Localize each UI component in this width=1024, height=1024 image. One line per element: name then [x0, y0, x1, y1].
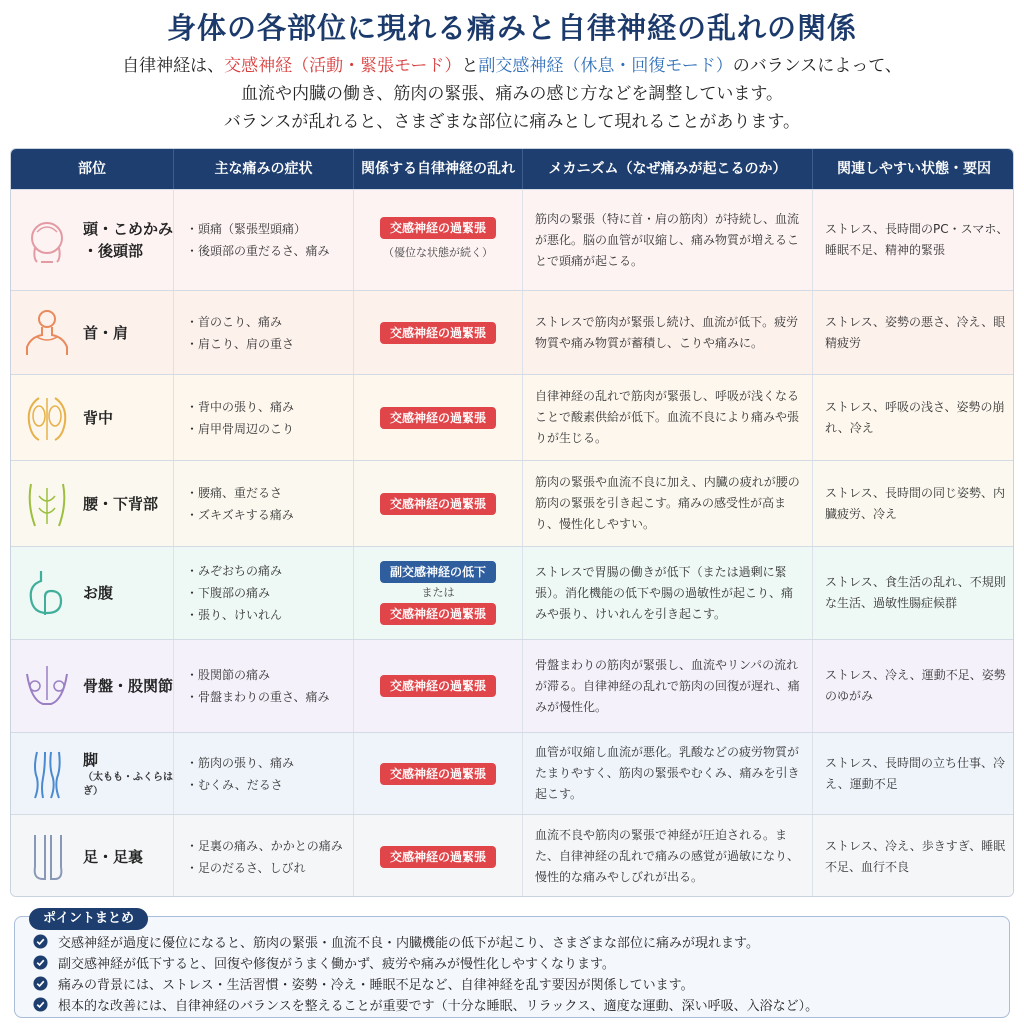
mechanism-text: 筋肉の緊張（特に首・肩の筋肉）が持続し、血流が悪化。脳の血管が収縮し、痛み物質が増えることで頭痛が起こる。 — [535, 211, 800, 268]
check-circle-icon — [33, 976, 48, 991]
part-name: 骨盤・股関節 — [83, 677, 174, 695]
summary-title: ポイントまとめ — [29, 908, 148, 930]
factors-text: ストレス、食生活の乱れ、不規則な生活、過敏性腸症候群 — [825, 575, 1006, 610]
part-cell — [11, 461, 174, 546]
foot-icon — [21, 831, 73, 883]
symptom-item: ・肩甲骨周辺のこり — [186, 421, 295, 436]
table-row — [11, 732, 1014, 814]
mechanism-cell — [523, 375, 813, 460]
header-mechanism: メカニズム（なぜ痛みが起こるのか） — [523, 149, 813, 189]
part-label — [83, 846, 143, 868]
mechanism-text: 血管が収縮し血流が悪化。乳酸などの疲労物質がたまりやすく、筋肉の緊張やむくみ、痛みを引き起こす。 — [535, 745, 800, 801]
nerve-badge: 交感神経の過緊張 — [380, 217, 496, 239]
header-part: 部位 — [11, 149, 174, 189]
factors-text: ストレス、呼吸の浅さ、姿勢の崩れ、冷え — [825, 399, 1005, 435]
nerve-cell — [354, 461, 523, 546]
part-label — [83, 582, 113, 604]
summary-text: 根本的な改善には、自律神経のバランスを整えることが重要です（十分な睡眠、リラックス、適度な運動、深い呼吸、入浴など）。 — [58, 999, 819, 1014]
factors-text: ストレス、冷え、歩きすぎ、睡眠不足、血行不良 — [825, 838, 1006, 874]
part-name: 頭・こめかみ — [83, 220, 174, 238]
factors-cell — [813, 190, 1014, 290]
symptom-cell — [174, 547, 354, 639]
part-name-2: ・後頭部 — [83, 242, 144, 260]
intro-text — [0, 52, 1024, 136]
table-row — [11, 189, 1014, 290]
summary-item — [33, 973, 999, 994]
symptom-item: ・肩こり、肩の重さ — [186, 336, 295, 351]
nerve-badge: 交感神経の過緊張 — [380, 322, 496, 344]
intro-line1-c: のバランスによって、 — [732, 56, 902, 76]
table-row — [11, 639, 1014, 732]
part-subname: （太もも・ふくらはぎ） — [83, 771, 173, 797]
nerve-cell — [354, 815, 523, 897]
factors-text: ストレス、長時間の立ち仕事、冷え、運動不足 — [825, 755, 1006, 791]
symptom-item: ・股関節の痛み — [186, 668, 271, 682]
table-row — [11, 290, 1014, 374]
mechanism-cell — [523, 547, 813, 639]
symptom-item: ・むくみ、だるさ — [186, 777, 283, 792]
summary-box — [14, 911, 1010, 1018]
factors-text: ストレス、長時間の同じ姿勢、内臓疲労、冷え — [825, 485, 1006, 521]
part-cell — [11, 733, 174, 814]
table-row — [11, 546, 1014, 639]
mechanism-text: 自律神経の乱れで筋肉が緊張し、呼吸が浅くなることで酸素供給が低下。血流不良により痛みや張りが生じる。 — [535, 389, 800, 445]
summary-item — [33, 994, 999, 1015]
part-cell — [11, 291, 174, 374]
intro-line1-a: 自律神経は、 — [122, 56, 225, 76]
page-title: 身体の各部位に現れる痛みと自律神経の乱れの関係 — [166, 11, 857, 45]
symptom-item: ・骨盤まわりの重さ、痛み — [186, 690, 330, 704]
summary-text: 交感神経が過度に優位になると、筋肉の緊張・血流不良・内臓機能の低下が起こり、さまざまな部位に痛みが現れます。 — [58, 936, 759, 951]
header-symptoms: 主な痛みの症状 — [174, 149, 354, 189]
part-name: 腰・下背部 — [83, 494, 159, 513]
part-label — [83, 675, 173, 697]
symptom-item: ・みぞおちの痛み — [186, 564, 283, 578]
nerve-cell — [354, 733, 523, 814]
part-name: 足・足裏 — [83, 847, 144, 866]
intro-line3: バランスが乱れると、さまざまな部位に痛みとして現れることがあります。 — [223, 112, 801, 132]
factors-cell — [813, 733, 1014, 814]
symptom-item: ・下腹部の痛み — [186, 586, 271, 600]
symptom-item: ・張り、けいれん — [186, 608, 283, 622]
nerve-or: または — [421, 586, 455, 599]
nerve-note: （優位な状態が続く） — [383, 246, 493, 259]
nerve-badge: 交感神経の過緊張 — [380, 493, 496, 515]
part-label — [83, 493, 158, 515]
table-row — [11, 374, 1014, 460]
summary-list — [33, 931, 999, 1015]
nerve-badge: 交感神経の過緊張 — [380, 407, 496, 429]
mechanism-cell — [523, 733, 813, 814]
part-label — [83, 407, 113, 429]
factors-cell — [813, 640, 1014, 732]
symptom-item: ・ズキズキする痛み — [186, 507, 294, 522]
symptom-cell — [174, 815, 354, 897]
symptom-item: ・筋肉の張り、痛み — [186, 755, 295, 770]
pain-table — [10, 148, 1014, 897]
summary-text: 痛みの背景には、ストレス・生活習慣・姿勢・冷え・睡眠不足など、自律神経を乱す要因が関係しています。 — [58, 978, 694, 993]
mechanism-cell — [523, 815, 813, 897]
mechanism-text: 筋肉の緊張や血流不良に加え、内臓の疲れが腰の筋肉の緊張を引き起こす。痛みの感受性が高まり、慢性化しやすい。 — [535, 475, 800, 531]
nerve-cell — [354, 190, 523, 290]
nerve-badge-2: 交感神経の過緊張 — [380, 603, 496, 625]
check-circle-icon — [33, 934, 48, 949]
symptom-cell — [174, 190, 354, 290]
part-label — [83, 218, 173, 262]
pelvis-icon — [21, 660, 73, 712]
summary-item — [33, 952, 999, 973]
mechanism-text: ストレスで胃腸の働きが低下（または過剰に緊張）。消化機能の低下や腸の過敏性が起こり、痛みや張り、けいれんを引き起こす。 — [535, 564, 794, 621]
part-name: 背中 — [83, 408, 114, 427]
factors-cell — [813, 547, 1014, 639]
mechanism-cell — [523, 291, 813, 374]
part-cell — [11, 375, 174, 460]
table-header — [11, 149, 1014, 189]
nerve-badge: 副交感神経の低下 — [380, 561, 496, 583]
header-nerve: 関係する自律神経の乱れ — [354, 149, 523, 189]
symptom-item: ・足裏の痛み、かかとの痛み — [186, 838, 343, 853]
intro-sympathetic: 交感神経（活動・緊張モード） — [224, 56, 462, 76]
symptom-item: ・腰痛、重だるさ — [186, 485, 283, 500]
symptom-item: ・背中の張り、痛み — [186, 399, 295, 414]
part-cell — [11, 640, 174, 732]
symptom-item: ・後頭部の重だるさ、痛み — [186, 244, 330, 258]
symptom-item: ・足のだるさ、しびれ — [186, 860, 306, 875]
neck-shoulder-icon — [21, 307, 73, 359]
mechanism-cell — [523, 461, 813, 546]
part-name: お腹 — [83, 584, 114, 602]
nerve-badge: 交感神経の過緊張 — [380, 675, 496, 697]
intro-parasympathetic: 副交感神経（休息・回復モード） — [478, 56, 733, 76]
factors-cell — [813, 461, 1014, 546]
nerve-badge: 交感神経の過緊張 — [380, 763, 496, 785]
symptom-cell — [174, 291, 354, 374]
check-circle-icon — [33, 997, 48, 1012]
factors-text: ストレス、姿勢の悪さ、冷え、眼精疲労 — [825, 314, 1006, 350]
factors-text: ストレス、長時間のPC・スマホ、睡眠不足、精神的緊張 — [825, 222, 1009, 257]
nerve-cell — [354, 291, 523, 374]
check-circle-icon — [33, 955, 48, 970]
mechanism-text: ストレスで筋肉が緊張し続け、血流が低下。疲労物質や痛み物質が蓄積し、こりや痛みに。 — [535, 314, 799, 350]
summary-text: 副交感神経が低下すると、回復や修復がうまく働かず、疲労や痛みが慢性化しやすくなります。 — [58, 957, 615, 972]
leg-icon — [21, 748, 73, 800]
stomach-icon — [21, 567, 73, 619]
symptom-cell — [174, 640, 354, 732]
part-name: 脚 — [83, 750, 99, 769]
mechanism-cell — [523, 190, 813, 290]
nerve-cell — [354, 640, 523, 732]
summary-item — [33, 931, 999, 952]
part-label — [83, 322, 128, 344]
factors-cell — [813, 815, 1014, 897]
symptom-item: ・頭痛（緊張型頭痛） — [186, 222, 307, 236]
part-cell — [11, 190, 174, 290]
symptom-cell — [174, 461, 354, 546]
part-name: 首・肩 — [83, 323, 129, 342]
nerve-badge: 交感神経の過緊張 — [380, 846, 496, 868]
nerve-cell — [354, 547, 523, 639]
part-cell — [11, 815, 174, 897]
table-row — [11, 814, 1014, 897]
nerve-cell — [354, 375, 523, 460]
part-cell — [11, 547, 174, 639]
header-factors: 関連しやすい状態・要因 — [837, 161, 991, 177]
head-icon — [21, 214, 73, 266]
symptom-item: ・首のこり、痛み — [186, 314, 283, 329]
symptom-cell — [174, 375, 354, 460]
mechanism-text: 血流不良や筋肉の緊張で神経が圧迫される。また、自律神経の乱れで痛みの感覚が過敏になり、慢性的な痛みやしびれが出る。 — [535, 828, 800, 884]
factors-text: ストレス、冷え、運動不足、姿勢のゆがみ — [825, 668, 1006, 703]
intro-line2: 血流や内臓の働き、筋肉の緊張、痛みの感じ方などを調整しています。 — [241, 84, 783, 104]
table-row — [11, 460, 1014, 546]
factors-cell — [813, 291, 1014, 374]
part-label — [83, 749, 173, 799]
back-icon — [21, 392, 73, 444]
mechanism-cell — [523, 640, 813, 732]
symptom-cell — [174, 733, 354, 814]
mechanism-text: 骨盤まわりの筋肉が緊張し、血流やリンパの流れが滞る。自律神経の乱れで筋肉の回復が遅れ、痛みが慢性化。 — [535, 657, 800, 714]
intro-line1-b: と — [461, 56, 479, 76]
factors-cell — [813, 375, 1014, 460]
lower-back-icon — [21, 478, 73, 530]
